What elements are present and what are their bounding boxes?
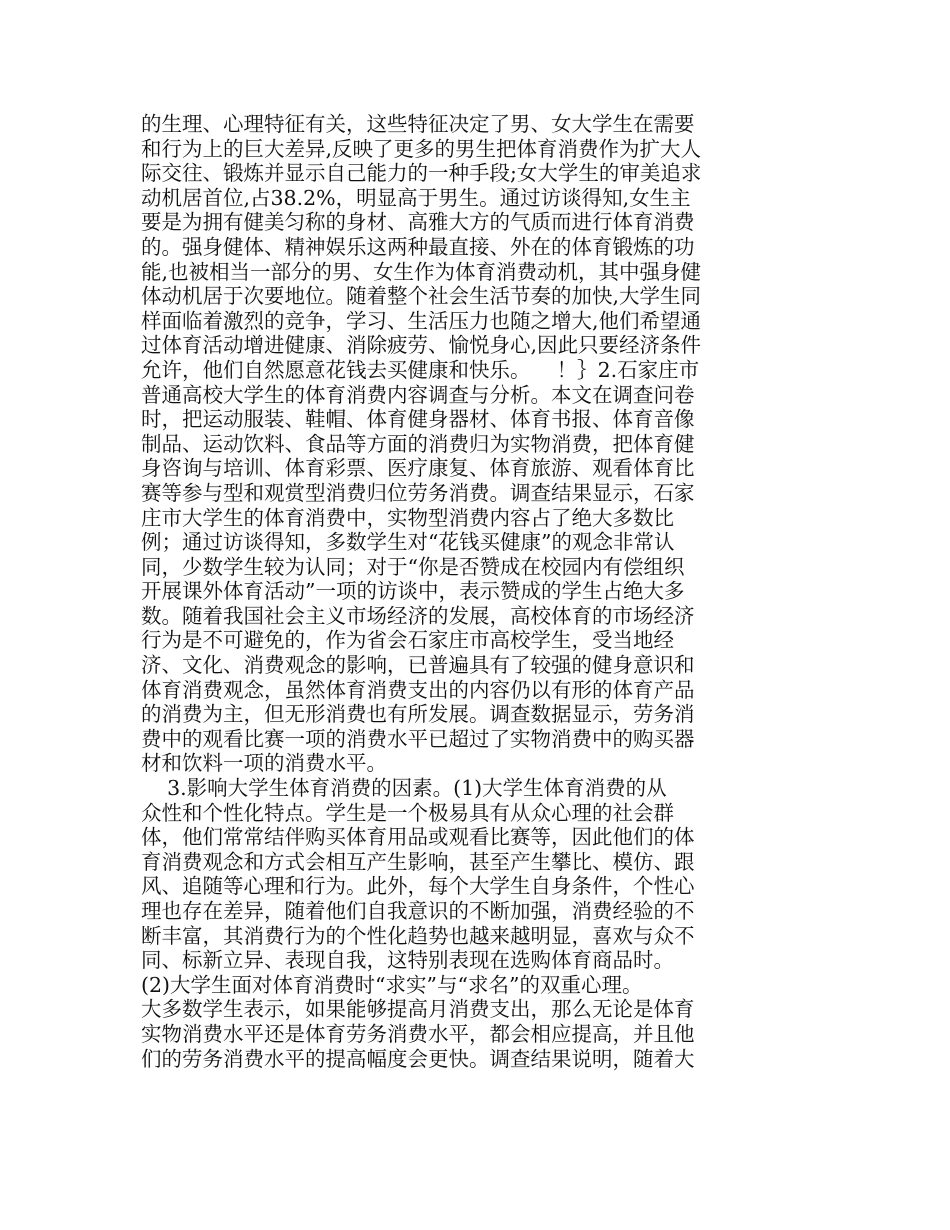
text-line: 例；通过访谈得知，多数学生对“花钱买健康”的观念非常认 bbox=[141, 530, 675, 555]
text-line: 实物消费水平还是体育劳务消费水平，都会相应提高，并且他 bbox=[141, 1021, 695, 1046]
text-line: 开展课外体育活动”一项的访谈中，表示赞成的学生占绝大多 bbox=[141, 579, 685, 604]
text-line: 动机居首位,占38.2%，明显高于男生。通过访谈得知,女生主 bbox=[141, 185, 691, 210]
text-line: 断丰富，其消费行为的个性化趋势也越来越明显，喜欢与众不 bbox=[141, 923, 695, 948]
text-line: 数。随着我国社会主义市场经济的发展，高校体育的市场经济 bbox=[141, 603, 695, 628]
text-line: 际交往、锻炼并显示自己能力的一种手段;女大学生的审美追求 bbox=[141, 161, 702, 186]
body-text bbox=[141, 112, 751, 1071]
text-line: 要是为拥有健美匀称的身材、高雅大方的气质而进行体育消费 bbox=[141, 210, 695, 235]
text-line: 3.影响大学生体育消费的因素。(1)大学生体育消费的从 bbox=[141, 776, 667, 801]
text-line: 体，他们常常结伴购买体育用品或观看比赛等，因此他们的体 bbox=[141, 825, 695, 850]
text-line: 普通高校大学生的体育消费内容调查与分析。本文在调查问卷 bbox=[141, 382, 695, 407]
text-line: 济、文化、消费观念的影响，已普遍具有了较强的健身意识和 bbox=[141, 653, 695, 678]
text-line: 样面临着激烈的竞争，学习、生活压力也随之增大,他们希望通 bbox=[141, 308, 702, 333]
text-line: 庄市大学生的体育消费中，实物型消费内容占了绝大多数比 bbox=[141, 505, 674, 530]
text-line: 材和饮料一项的消费水平。 bbox=[141, 751, 387, 776]
text-line: 行为是不可避免的，作为省会石家庄市高校学生，受当地经 bbox=[141, 628, 674, 653]
text-line: 和行为上的巨大差异,反映了更多的男生把体育消费作为扩大人 bbox=[141, 136, 702, 161]
text-line: 身咨询与培训、体育彩票、医疗康复、体育旅游、观看体育比 bbox=[141, 456, 695, 481]
text-line: 众性和个性化特点。学生是一个极易具有从众心理的社会群 bbox=[141, 800, 674, 825]
text-line: (2)大学生面对体育消费时“求实”与“求名”的双重心理。 bbox=[141, 972, 643, 997]
text-line: 过体育活动增进健康、消除疲劳、愉悦身心,因此只要经济条件 bbox=[141, 333, 702, 358]
text-line: 费中的观看比赛一项的消费水平已超过了实物消费中的购买器 bbox=[141, 726, 695, 751]
text-line: 体动机居于次要地位。随着整个社会生活节奏的加快,大学生同 bbox=[141, 284, 702, 309]
text-line: 风、追随等心理和行为。此外，每个大学生自身条件，个性心 bbox=[141, 874, 695, 899]
text-line: 们的劳务消费水平的提高幅度会更快。调查结果说明，随着大 bbox=[141, 1046, 695, 1071]
text-line: 时，把运动服装、鞋帽、体育健身器材、体育书报、体育音像 bbox=[141, 407, 695, 432]
text-line: 育消费观念和方式会相互产生影响，甚至产生攀比、模仿、跟 bbox=[141, 849, 695, 874]
text-line: 的消费为主，但无形消费也有所发展。调查数据显示，劳务消 bbox=[141, 702, 695, 727]
text-line: 大多数学生表示，如果能够提高月消费支出，那么无论是体育 bbox=[141, 997, 695, 1022]
text-line: 的生理、心理特征有关，这些特征决定了男、女大学生在需要 bbox=[141, 112, 695, 136]
text-line: 理也存在差异，随着他们自我意识的不断加强，消费经验的不 bbox=[141, 899, 695, 923]
text-line: 的。强身健体、精神娱乐这两种最直接、外在的体育锻炼的功 bbox=[141, 234, 695, 259]
text-line: 允许，他们自然愿意花钱去买健康和快乐。 ！｝2.石家庄市 bbox=[141, 357, 700, 382]
text-line: 体育消费观念，虽然体育消费支出的内容仍以有形的体育产品 bbox=[141, 677, 695, 702]
text-line: 制品、运动饮料、食品等方面的消费归为实物消费，把体育健 bbox=[141, 431, 695, 456]
text-line: 能,也被相当一部分的男、女生作为体育消费动机，其中强身健 bbox=[141, 259, 702, 284]
text-line: 赛等参与型和观赏型消费归位劳务消费。调查结果显示，石家 bbox=[141, 480, 695, 505]
text-line: 同，少数学生较为认同；对于“你是否赞成在校园内有偿组织 bbox=[141, 554, 685, 579]
text-line: 同、标新立异、表现自我，这特别表现在选购体育商品时。 bbox=[141, 948, 674, 973]
